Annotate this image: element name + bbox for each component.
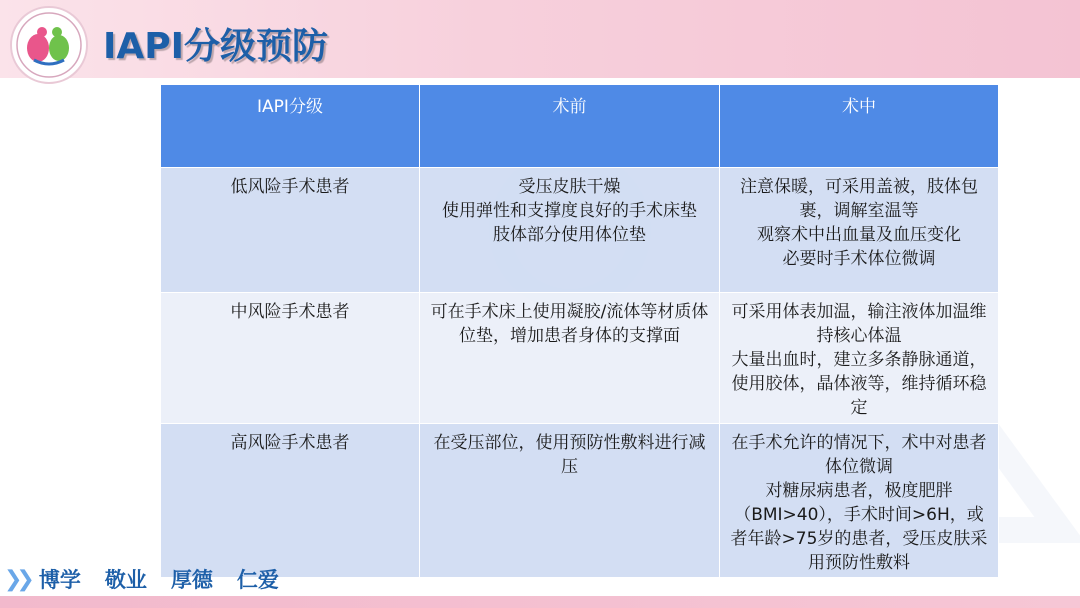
- preop-cell: [420, 168, 720, 293]
- footer-bar: [0, 596, 1080, 608]
- level-cell: 中风险手术患者: [161, 293, 420, 424]
- cell-line: 使用弹性和支撑度良好的手术床垫: [442, 201, 697, 221]
- motto-item: 博学: [38, 568, 81, 592]
- level-cell: 高风险手术患者: [161, 424, 420, 578]
- cell-line: 观察术中出血量及血压变化: [757, 225, 961, 245]
- cell-line: 在手术允许的情况下，术中对患者体位微调: [731, 433, 987, 477]
- iapi-prevention-table: [160, 84, 999, 578]
- cell-line: 对糖尿病患者，极度肥胖（BMI>40），手术时间>6H，或者年龄>75岁的患者，受压皮肤采用预防性敷料: [730, 481, 988, 573]
- page-title: IAPI分级预防: [103, 26, 329, 67]
- motto-item: 敬业: [104, 568, 147, 592]
- preop-cell: [420, 293, 720, 424]
- cell-line: 大量出血时，建立多条静脉通道，使用胶体，晶体液等，维持循环稳定: [731, 350, 987, 418]
- cell-line: 可采用体表加温，输注液体加温维持核心体温: [731, 302, 987, 346]
- cell-line: 受压皮肤干燥: [518, 177, 621, 197]
- table-row: [161, 293, 999, 424]
- intraop-cell: [720, 293, 999, 424]
- header-cell-preop: 术前: [420, 85, 720, 168]
- logo-emblem: [10, 6, 88, 84]
- cell-line: 必要时手术体位微调: [782, 249, 936, 269]
- motto-item: 仁爱: [236, 568, 279, 592]
- table-header-row: [161, 85, 999, 168]
- cell-line: 可在手术床上使用凝胶/流体等材质体位垫，增加患者身体的支撑面: [430, 302, 709, 346]
- chevron-double-right-icon: ❯❯: [4, 566, 29, 592]
- intraop-cell: [720, 168, 999, 293]
- table-row: [161, 168, 999, 293]
- cell-line: 在受压部位，使用预防性敷料进行减压: [433, 433, 706, 477]
- table-row: [161, 424, 999, 578]
- motto-item: 厚德: [170, 568, 213, 592]
- preop-cell: [420, 424, 720, 578]
- header-cell-intraop: 术中: [720, 85, 999, 168]
- cell-line: 肢体部分使用体位垫: [493, 225, 646, 245]
- header-cell-level: IAPI分级: [161, 85, 420, 168]
- intraop-cell: [720, 424, 999, 578]
- footer-motto: [0, 564, 303, 594]
- cell-line: 注意保暖，可采用盖被，肢体包裹，调解室温等: [740, 177, 978, 221]
- level-cell: 低风险手术患者: [161, 168, 420, 293]
